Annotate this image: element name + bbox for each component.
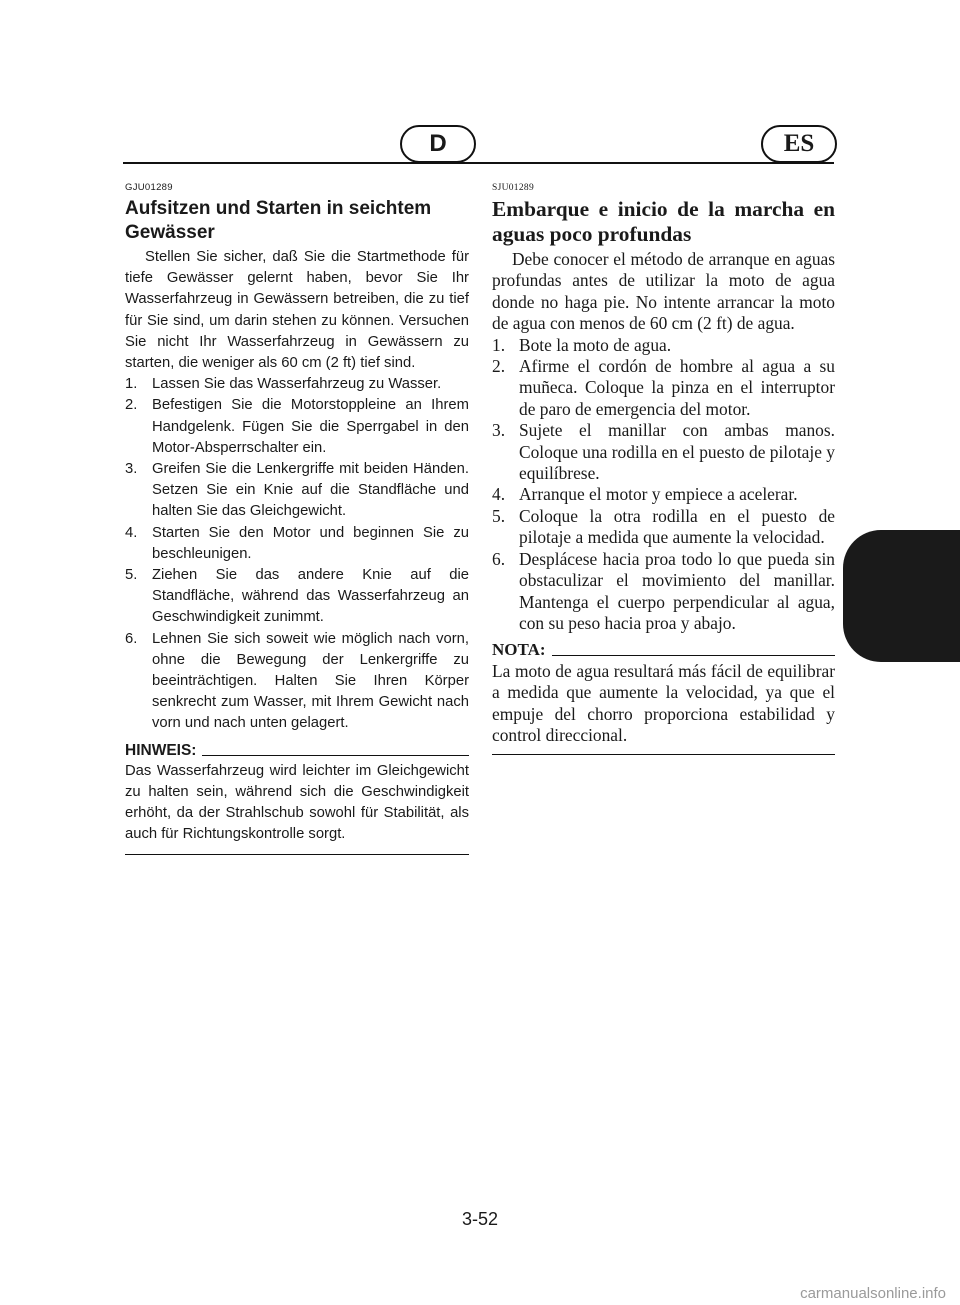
german-steps — [125, 374, 469, 734]
german-section-code: GJU01289 — [125, 182, 173, 193]
step-text: Sujete el manillar con ambas manos. Coloque una rodilla en el puesto de pilotaje y equilíbrese. — [519, 420, 835, 484]
step-number: 6. — [492, 548, 506, 569]
step-text: Afirme el cordón de hombre al agua a su muñeca. Coloque la pinza en el interruptor de paro de emergencia del motor. — [519, 356, 835, 419]
german-step — [125, 395, 469, 459]
header-rule — [123, 162, 834, 164]
language-tab-german: D — [400, 125, 476, 163]
note-end-rule — [492, 754, 835, 755]
step-text: Befestigen Sie die Motorstoppleine an Ihrem Handgelenk. Fügen Sie die Sperrgabel in den Motor-Absperrschalter ein. — [152, 397, 469, 456]
spanish-steps — [492, 335, 835, 635]
page-number: 3-52 — [461, 1209, 499, 1229]
spanish-step — [492, 484, 835, 505]
step-text: Greifen Sie die Lenkergriffe mit beiden Händen. Setzen Sie ein Knie auf die Standfläche und halten Sie das Gleichgewicht. — [152, 461, 469, 520]
german-step — [125, 629, 469, 735]
german-step — [125, 374, 469, 395]
spanish-step — [492, 420, 835, 484]
step-number: 5. — [492, 505, 506, 526]
german-step — [125, 459, 469, 523]
watermark: carmanualsonline.info — [800, 1285, 946, 1302]
german-column — [125, 182, 469, 855]
note-end-rule — [125, 854, 469, 855]
step-number: 3. — [125, 461, 138, 478]
spanish-note-label: NOTA: — [492, 640, 546, 660]
german-note-label: HINWEIS: — [125, 741, 197, 759]
step-number: 3. — [492, 420, 506, 441]
step-text: Ziehen Sie das andere Knie auf die Standfläche, während das Wasserfahrzeug an Geschwindigkeit zunimmt. — [152, 567, 469, 626]
spanish-column — [492, 182, 835, 755]
spanish-note-text: La moto de agua resultará más fácil de equilibrar a medida que aumente la velocidad, ya que el empuje del chorro proporciona estabilidad y control direccional. — [492, 660, 835, 745]
spanish-section-code: SJU01289 — [492, 183, 534, 193]
step-text: Lehnen Sie sich soweit wie möglich nach vorn, ohne die Bewegung der Lenkergriffe zu beeinträchtigen. Halten Sie Ihren Körper senkrecht zum Wasser, mit Ihrem Gewicht nach vorn und nach unten gelagert. — [152, 630, 469, 732]
step-text: Starten Sie den Motor und beginnen Sie zu beschleunigen. — [152, 524, 469, 562]
step-number: 5. — [125, 567, 138, 584]
spanish-step — [492, 356, 835, 420]
step-text: Bote la moto de agua. — [519, 334, 672, 355]
german-intro: Stellen Sie sicher, daß Sie die Startmethode für tiefe Gewässer gelernt haben, bevor Sie Ihr Wasserfahrzeug in Gewässern betreiben, die zu tief für Sie sind, um darin stehen zu können. Versuchen Sie nicht Ihr Wasserfahrzeug in Gewässern zu starten, die weniger als 60 cm (2 ft) tief sind. — [125, 249, 469, 372]
german-title: Aufsitzen und Starten in seichtem Gewässer — [125, 198, 432, 243]
chapter-side-tab — [843, 530, 960, 662]
step-number: 2. — [492, 356, 506, 377]
german-step — [125, 523, 469, 565]
step-number: 1. — [125, 376, 138, 393]
spanish-step — [492, 506, 835, 549]
step-number: 2. — [125, 397, 138, 414]
note-rule — [202, 755, 469, 756]
step-text: Lassen Sie das Wasserfahrzeug zu Wasser. — [152, 376, 442, 393]
german-note-header — [125, 740, 469, 761]
spanish-step — [492, 549, 835, 635]
spanish-intro: Debe conocer el método de arranque en aguas profundas antes de utilizar la moto de agua donde no haga pie. No intente arrancar la moto de agua con menos de 60 cm (2 ft) de agua. — [492, 249, 835, 334]
german-note-text: Das Wasserfahrzeug wird leichter im Gleichgewicht zu halten sein, während sich die Geschwindigkeit erhöht, da der Strahlschub sowohl für Stabilität, als auch für Richtungskontrolle sorgt. — [125, 762, 469, 843]
note-rule — [552, 655, 835, 656]
step-number: 1. — [492, 334, 506, 355]
spanish-title: Embarque e inicio de la marcha en aguas poco profundas — [492, 197, 835, 246]
step-text: Coloque la otra rodilla en el puesto de pilotaje a medida que aumente la velocidad. — [519, 505, 835, 548]
german-step — [125, 565, 469, 629]
step-number: 4. — [492, 484, 506, 505]
step-text: Desplácese hacia proa todo lo que pueda sin obstaculizar el movimiento del manillar. Mantenga el cuerpo perpendicular al agua, con su peso hacia proa y abajo. — [519, 548, 835, 633]
step-number: 4. — [125, 524, 138, 541]
step-number: 6. — [125, 630, 138, 647]
step-text: Arranque el motor y empiece a acelerar. — [519, 484, 798, 505]
spanish-note-header — [492, 639, 835, 660]
language-tab-spanish: ES — [761, 125, 837, 163]
spanish-step — [492, 335, 835, 356]
